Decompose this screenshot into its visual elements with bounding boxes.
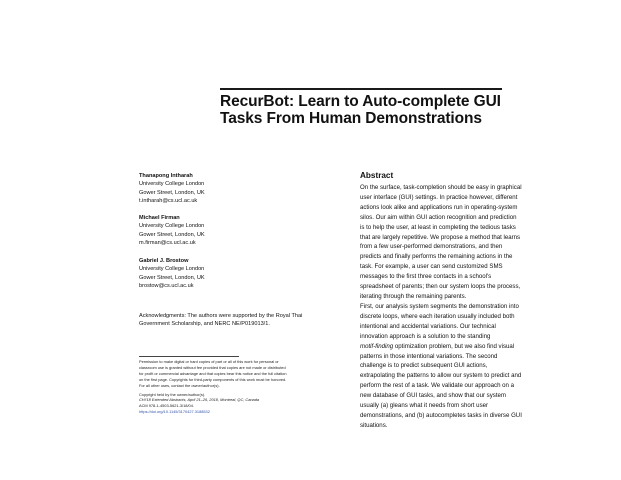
abstract-line: actions look alike and applications run in operating-system	[360, 203, 518, 211]
permission-line: classroom use is granted without fee provided that copies are not made or distributed	[139, 364, 286, 370]
abstract-line: user interface (GUI) settings. In practice however, different	[360, 193, 518, 201]
abstract-line: discrete loops, where each iteration usually included both	[360, 312, 515, 320]
permission-line: for profit or commercial advantage and that copies bear this notice and the full citation	[139, 370, 287, 376]
abstract-line: extrapolating the patterns to allow our system to predict and	[360, 372, 522, 380]
abstract-line: predicts and finally performs the remaining actions in the	[360, 253, 513, 261]
abstract-heading: Abstract	[360, 171, 394, 180]
author-affiliation: University College London	[139, 223, 205, 230]
venue-line: CHI'18 Extended Abstracts, April 21–26, 2018, Montreal, QC, Canada	[139, 397, 260, 403]
author-address: Gower Street, London, UK	[139, 231, 205, 238]
acknowledgments-line: Government Scholarship, and NERC NE/P019013/1.	[139, 321, 270, 328]
abstract-line: silos. Our aim within GUI action recognition and prediction	[360, 213, 517, 221]
author-affiliation: University College London	[139, 181, 205, 188]
copyright-line: Copyright held by the owner/author(s).	[139, 391, 206, 397]
author-block	[139, 172, 329, 205]
author-affiliation: University College London	[139, 266, 205, 273]
abstract-line: iterating through the remaining parents.	[360, 292, 467, 300]
author-email: t.intharah@cs.ucl.ac.uk	[139, 197, 198, 204]
permission-line: For all other uses, contact the owner/author(s).	[139, 382, 220, 388]
author-email: brostow@cs.ucl.ac.uk	[139, 282, 194, 289]
abstract-line: demonstrations, and (b) autocompletes tasks in diverse GUI	[360, 411, 522, 419]
abstract-line: challenge is to predict subsequent GUI actions,	[360, 362, 488, 370]
abstract-line: On the surface, task-completion should be easy in graphical	[360, 184, 522, 191]
footnote-rule	[139, 356, 239, 357]
abstract-line: from a few user-performed demonstrations, and then	[360, 243, 503, 251]
author-name: Michael Firman	[139, 215, 180, 221]
abstract-paragraph-2	[360, 302, 560, 431]
author-name: Thanapong Intharah	[139, 173, 193, 179]
acknowledgments-line: Acknowledgments: The authors were supported by the Royal Thai	[139, 313, 303, 319]
abstract-line: innovation approach is a solution to the standing	[360, 332, 491, 340]
permission-line: Permission to make digital or hard copies of part or all of this work for personal or	[139, 359, 279, 364]
abstract-line: task. For example, a user can send customized SMS	[360, 263, 503, 271]
paper-title	[220, 93, 550, 127]
permission-notice	[139, 359, 337, 415]
title-line-1: RecurBot: Learn to Auto-complete GUI	[220, 93, 501, 110]
author-block	[139, 214, 329, 247]
author-address: Gower Street, London, UK	[139, 274, 205, 281]
title-line-2: Tasks From Human Demonstrations	[220, 110, 482, 127]
abstract-line: First, our analysis system segments the demonstration into	[360, 303, 519, 310]
abstract-line: perform the rest of a task. We validate our approach on a	[360, 382, 515, 390]
acm-line: ACM 978-1-4503-5621-3/18/04.	[139, 403, 194, 409]
abstract-italic-term: motif-finding	[360, 342, 394, 350]
abstract-paragraph-1	[360, 183, 560, 302]
abstract-line: that are largely repetitive. We propose a method that learns	[360, 233, 521, 241]
author-address: Gower Street, London, UK	[139, 189, 205, 196]
abstract-line-rest: optimization problem, but we also find visual	[393, 342, 515, 350]
abstract-line	[360, 342, 560, 352]
permission-line: on the first page. Copyrights for third-party components of this work must be honored.	[139, 376, 287, 382]
doi-link[interactable]: https://doi.org/10.1145/3170427.3188532	[139, 409, 210, 415]
abstract-line: messages to the first three contacts in a school's	[360, 273, 492, 281]
author-email: m.firman@cs.ucl.ac.uk	[139, 239, 196, 246]
abstract-line: new database of GUI tasks, and show that our system	[360, 392, 506, 400]
author-block	[139, 257, 329, 290]
abstract-line: patterns in those intentional variations. The second	[360, 352, 498, 360]
author-name: Gabriel J. Brostow	[139, 258, 189, 264]
title-rule	[220, 88, 502, 90]
abstract-line: spreadsheet of parents; then our system loops the process,	[360, 283, 521, 291]
acknowledgments	[139, 312, 334, 329]
abstract-line: situations.	[360, 421, 388, 429]
abstract-line: intentional and accidental variations. Our technical	[360, 322, 496, 330]
abstract-line: usually (a) gleans what it needs from short user	[360, 402, 489, 410]
abstract-line: is to help the user, at least in completing the tedious tasks	[360, 223, 516, 231]
